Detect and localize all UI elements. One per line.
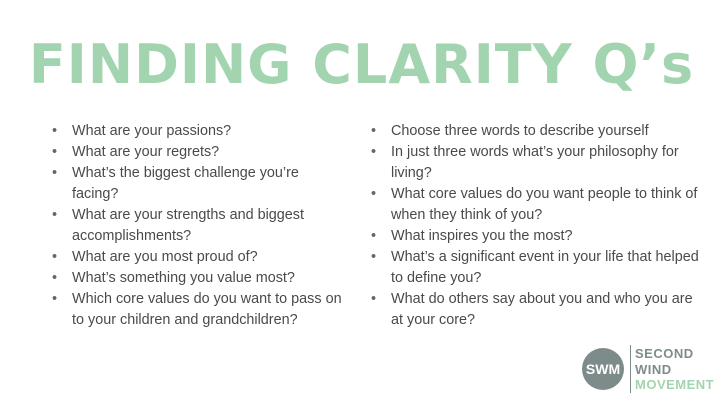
question-item xyxy=(369,184,699,226)
logo-monogram: SWM xyxy=(585,361,621,377)
bullet-icon: • xyxy=(52,291,58,307)
swm-monogram-icon xyxy=(582,348,624,390)
bullet-icon: • xyxy=(371,186,377,202)
question-text: What are your strengths and biggest accomplishments? xyxy=(72,207,304,244)
logo-wordmark xyxy=(635,346,714,393)
question-text: What’s a significant event in your life that helped to define you? xyxy=(391,249,699,286)
page-title: FINDING CLARITY Q’s xyxy=(28,33,695,96)
question-item xyxy=(369,247,699,289)
bullet-icon: • xyxy=(52,165,58,181)
question-item xyxy=(50,121,342,142)
bullet-icon: • xyxy=(371,249,377,265)
question-item xyxy=(50,247,342,268)
question-item xyxy=(50,142,342,163)
bullet-icon: • xyxy=(371,228,377,244)
question-text: What are you most proud of? xyxy=(72,249,258,265)
question-item xyxy=(369,289,699,331)
question-item xyxy=(369,142,699,184)
question-text: What do others say about you and who you are at your core? xyxy=(391,291,693,328)
bullet-icon: • xyxy=(371,144,377,160)
logo-divider xyxy=(630,345,631,393)
question-item xyxy=(50,205,342,247)
bullet-icon: • xyxy=(52,207,58,223)
question-item xyxy=(50,289,342,331)
question-item xyxy=(369,226,699,247)
left-question-list xyxy=(50,121,342,331)
bullet-icon: • xyxy=(371,123,377,139)
question-text: Choose three words to describe yourself xyxy=(391,123,649,139)
question-text: What core values do you want people to think of when they think of you? xyxy=(391,186,698,223)
logo-line-second: SECOND xyxy=(635,346,694,361)
bullet-icon: • xyxy=(52,123,58,139)
question-text: What are your regrets? xyxy=(72,144,220,160)
question-text: Which core values do you want to pass on to your children and grandchildren? xyxy=(72,291,342,328)
bullet-icon: • xyxy=(371,291,377,307)
bullet-icon: • xyxy=(52,249,58,265)
question-text: What’s the biggest challenge you’re facing? xyxy=(72,165,299,202)
question-item xyxy=(50,163,342,205)
question-item xyxy=(50,268,342,289)
question-item xyxy=(369,121,699,142)
second-wind-movement-logo xyxy=(582,345,717,393)
question-text: What’s something you value most? xyxy=(72,270,295,286)
logo-line-wind: WIND xyxy=(635,361,672,377)
question-text: What are your passions? xyxy=(72,123,232,139)
bullet-icon: • xyxy=(52,144,58,160)
right-question-list xyxy=(369,121,699,331)
question-text: What inspires you the most? xyxy=(391,228,573,244)
logo-line-movement: MOVEMENT xyxy=(635,377,715,392)
question-text: In just three words what’s your philosophy for living? xyxy=(391,144,679,181)
bullet-icon: • xyxy=(52,270,58,286)
